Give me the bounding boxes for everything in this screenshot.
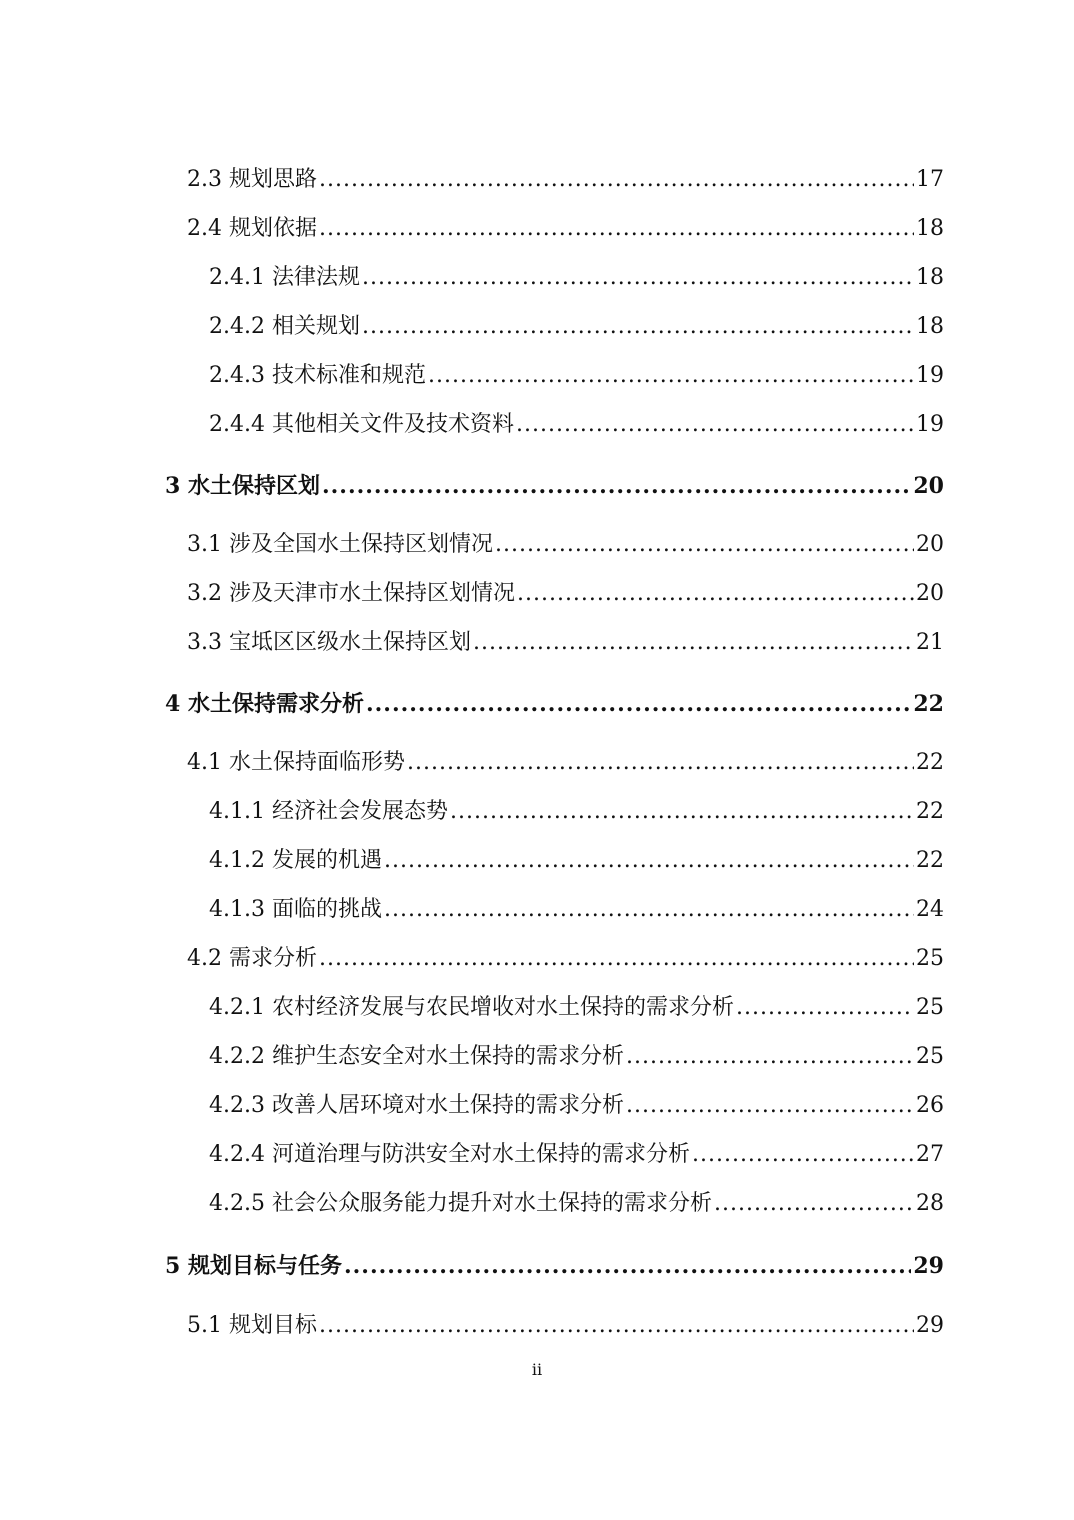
toc-entry-title: 3.1 涉及全国水土保持区划情况: [187, 532, 493, 557]
toc-entry-title: 4.2.3 改善人居环境对水土保持的需求分析: [209, 1093, 624, 1118]
toc-entry[interactable]: [187, 1311, 944, 1341]
toc-entry[interactable]: [187, 165, 944, 195]
toc-entry-title: 2.3 规划思路: [187, 167, 317, 192]
dot-leader: [344, 1251, 911, 1281]
toc-entry-page: 29: [913, 1253, 944, 1279]
dot-leader: [428, 361, 914, 391]
dot-leader: [714, 1189, 914, 1219]
dot-leader: [626, 1042, 914, 1072]
toc-entry-title: 2.4.3 技术标准和规范: [209, 363, 426, 388]
toc-entry-title: 4.1 水土保持面临形势: [187, 750, 405, 775]
toc-entry-page: 27: [916, 1142, 944, 1167]
dot-leader: [473, 628, 914, 658]
toc-entry-page: 19: [916, 412, 944, 437]
toc-entry-title: 3.3 宝坻区区级水土保持区划: [187, 630, 471, 655]
toc-entry-title: 4.1.1 经济社会发展态势: [209, 799, 448, 824]
toc-entry-title: 2.4 规划依据: [187, 216, 317, 241]
toc-entry-page: 25: [916, 1044, 944, 1069]
dot-leader: [736, 993, 914, 1023]
toc-entry-page: 20: [916, 581, 944, 606]
toc-entry-title: 2.4.2 相关规划: [209, 314, 360, 339]
toc-entry-title: 4.2.5 社会公众服务能力提升对水土保持的需求分析: [209, 1191, 712, 1216]
toc-entry[interactable]: [209, 1140, 944, 1170]
toc-entry-title: 4.2.2 维护生态安全对水土保持的需求分析: [209, 1044, 624, 1069]
dot-leader: [366, 689, 911, 719]
toc-entry-page: 22: [916, 750, 944, 775]
toc-entry-title: 5.1 规划目标: [187, 1313, 317, 1338]
dot-leader: [495, 530, 914, 560]
dot-leader: [322, 471, 911, 501]
toc-entry[interactable]: [209, 846, 944, 876]
toc-entry-title: 3 水土保持区划: [165, 473, 320, 499]
dot-leader: [407, 748, 914, 778]
dot-leader: [362, 263, 914, 293]
dot-leader: [450, 797, 914, 827]
toc-entry[interactable]: [209, 263, 944, 293]
toc-entry-page: 18: [916, 265, 944, 290]
toc-entry-page: 28: [916, 1191, 944, 1216]
toc-entry[interactable]: [187, 530, 944, 560]
dot-leader: [692, 1140, 914, 1170]
toc-entry-page: 25: [916, 995, 944, 1020]
toc-entry-page: 18: [916, 314, 944, 339]
page-number: ii: [531, 1360, 543, 1379]
toc-entry[interactable]: [187, 579, 944, 609]
dot-leader: [384, 846, 914, 876]
toc-entry-page: 26: [916, 1093, 944, 1118]
toc-entry[interactable]: [209, 993, 944, 1023]
dot-leader: [319, 214, 914, 244]
toc-entry-page: 20: [916, 532, 944, 557]
dot-leader: [319, 1311, 914, 1341]
toc-entry[interactable]: [209, 1189, 944, 1219]
toc-entry[interactable]: [209, 312, 944, 342]
toc-entry-page: 19: [916, 363, 944, 388]
dot-leader: [626, 1091, 914, 1121]
dot-leader: [384, 895, 914, 925]
toc-entry[interactable]: [209, 895, 944, 925]
dot-leader: [517, 579, 914, 609]
toc-entry[interactable]: [209, 361, 944, 391]
toc-entry-title: 4.2.4 河道治理与防洪安全对水土保持的需求分析: [209, 1142, 690, 1167]
toc-entry[interactable]: [209, 797, 944, 827]
dot-leader: [319, 165, 914, 195]
toc-entry[interactable]: [209, 410, 944, 440]
toc-chapter-entry[interactable]: [165, 689, 944, 719]
toc-entry-title: 3.2 涉及天津市水土保持区划情况: [187, 581, 515, 606]
toc-entry-title: 4.2 需求分析: [187, 946, 317, 971]
toc-entry-title: 2.4.1 法律法规: [209, 265, 360, 290]
toc-entry-page: 20: [913, 473, 944, 499]
toc-entry-title: 4.1.3 面临的挑战: [209, 897, 382, 922]
toc-entry-page: 17: [916, 167, 944, 192]
toc-entry-page: 24: [916, 897, 944, 922]
toc-entry-page: 25: [916, 946, 944, 971]
toc-entry-page: 29: [916, 1313, 944, 1338]
toc-entry[interactable]: [187, 748, 944, 778]
toc-entry[interactable]: [209, 1091, 944, 1121]
toc-entry-page: 21: [916, 630, 944, 655]
toc-chapter-entry[interactable]: [165, 471, 944, 501]
toc-entry[interactable]: [187, 944, 944, 974]
dot-leader: [362, 312, 914, 342]
dot-leader: [319, 944, 914, 974]
toc-entry-title: 4.1.2 发展的机遇: [209, 848, 382, 873]
dot-leader: [516, 410, 914, 440]
toc-entry-title: 4 水土保持需求分析: [165, 691, 364, 717]
toc-entry[interactable]: [209, 1042, 944, 1072]
toc-entry-title: 5 规划目标与任务: [165, 1253, 342, 1279]
toc-entry-page: 22: [916, 799, 944, 824]
toc-entry-page: 22: [913, 691, 944, 717]
toc-chapter-entry[interactable]: [165, 1251, 944, 1281]
toc-entry-title: 4.2.1 农村经济发展与农民增收对水土保持的需求分析: [209, 995, 734, 1020]
toc-entry[interactable]: [187, 214, 944, 244]
toc-entry-title: 2.4.4 其他相关文件及技术资料: [209, 412, 514, 437]
toc-entry-page: 18: [916, 216, 944, 241]
toc-entry-page: 22: [916, 848, 944, 873]
toc-entry[interactable]: [187, 628, 944, 658]
